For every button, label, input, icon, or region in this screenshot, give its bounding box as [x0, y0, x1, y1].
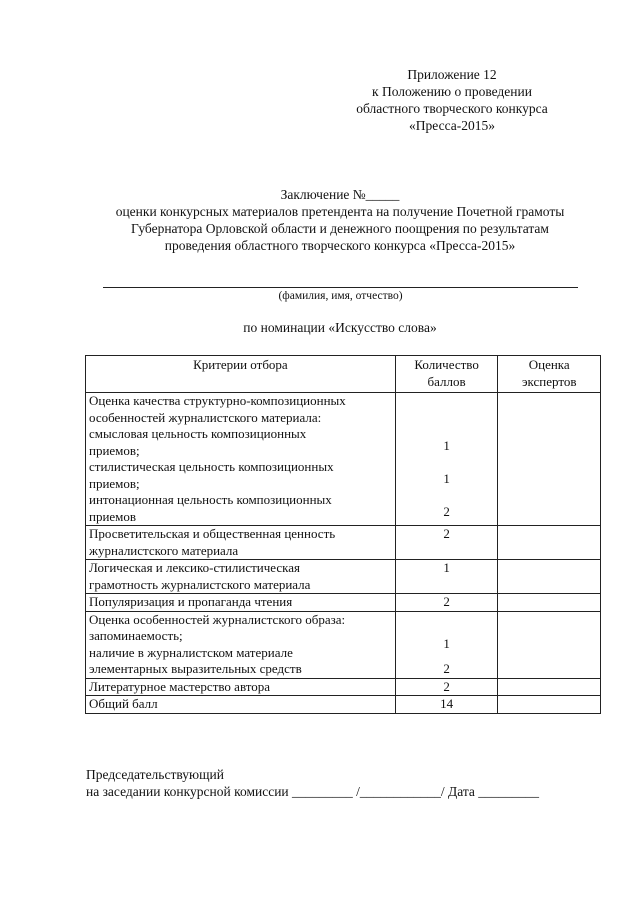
- points-value: 14: [440, 696, 454, 711]
- criterion-cell: [86, 696, 396, 714]
- appendix-line: «Пресса-2015»: [409, 118, 495, 133]
- expert-score-cell[interactable]: [498, 611, 601, 678]
- expert-score-cell[interactable]: [498, 393, 601, 526]
- points-cell: [395, 393, 498, 526]
- criterion-text: интонационная цельность композиционных: [89, 492, 332, 507]
- points-list: [399, 526, 495, 559]
- table-row: [86, 526, 601, 560]
- header-expert-line: Оценка: [528, 357, 570, 372]
- table-row: [86, 678, 601, 696]
- criterion-cell: [86, 594, 396, 612]
- table-row: [86, 594, 601, 612]
- points-cell: [395, 678, 498, 696]
- signature-line: Председательствующий: [86, 767, 224, 782]
- criterion-text: особенностей журналистского материала:: [89, 409, 322, 425]
- points-list: [399, 560, 495, 593]
- criterion-cell: [86, 393, 396, 526]
- criterion-text: Литературное мастерство автора: [89, 678, 271, 694]
- header-criteria: [86, 356, 396, 393]
- expert-score-cell[interactable]: [498, 594, 601, 612]
- points-list: [399, 393, 495, 525]
- title-line: оценки конкурсных материалов претендента на получение Почетной грамоты: [115, 204, 565, 219]
- points-value: 2: [443, 526, 450, 541]
- fio-underline: [103, 287, 578, 288]
- criterion-text: Логическая и лексико-стилистическая: [89, 560, 301, 575]
- points-value: 2: [443, 503, 450, 519]
- criterion-text: наличие в журналистском материале: [89, 644, 293, 660]
- expert-score-cell[interactable]: [498, 678, 601, 696]
- title-line: Заключение №_____: [280, 187, 400, 202]
- criterion-text: грамотность журналистского материала: [89, 576, 311, 592]
- criterion-cell: [86, 526, 396, 560]
- header-points: [395, 356, 498, 393]
- criterion-cell: [86, 611, 396, 678]
- points-cell: [395, 611, 498, 678]
- criterion-text: журналистского материала: [89, 542, 239, 558]
- criterion-cell: [86, 560, 396, 594]
- header-expert-line: экспертов: [521, 373, 577, 389]
- appendix-line: к Положению о проведении: [372, 84, 532, 99]
- criterion-text: Общий балл: [89, 696, 158, 711]
- points-cell: [395, 560, 498, 594]
- appendix-line: областного творческого конкурса: [356, 101, 548, 116]
- points-value: 2: [443, 661, 450, 676]
- title-line: проведения областного творческого конкурса «Пресса-2015»: [164, 238, 516, 253]
- expert-score-cell[interactable]: [498, 526, 601, 560]
- points-list: [399, 696, 495, 713]
- points-cell: [395, 696, 498, 714]
- appendix-header: [322, 66, 582, 134]
- points-value: 1: [443, 560, 450, 575]
- header-criteria-label: Критерии отбора: [193, 357, 288, 372]
- criterion-text: запоминаемость;: [89, 628, 183, 643]
- criterion-text: приемов: [89, 508, 137, 524]
- expert-score-cell[interactable]: [498, 696, 601, 714]
- table-row: [86, 393, 601, 526]
- table-row: [86, 611, 601, 678]
- table-row: [86, 696, 601, 714]
- signature-block: [86, 766, 539, 800]
- nomination-label: по номинации «Искусство слова»: [243, 320, 437, 335]
- criterion-text: приемов;: [89, 442, 140, 458]
- criterion-text: стилистическая цельность композиционных: [89, 459, 334, 474]
- document-title: [60, 186, 620, 254]
- table-row: [86, 560, 601, 594]
- criteria-table: [85, 355, 601, 714]
- signature-line: на заседании конкурсной комиссии _________ /____________/ Дата _________: [86, 784, 540, 799]
- points-value: 1: [443, 437, 450, 453]
- header-points-line: Количество: [414, 357, 479, 372]
- header-points-line: баллов: [427, 373, 466, 389]
- criterion-text: Оценка качества структурно-композиционных: [89, 393, 346, 408]
- criterion-text: приемов;: [89, 475, 140, 491]
- criterion-text: Просветительская и общественная ценность: [89, 526, 336, 541]
- criterion-text: Популяризация и пропаганда чтения: [89, 594, 293, 609]
- points-value: 1: [443, 470, 450, 486]
- appendix-line: Приложение 12: [407, 67, 497, 82]
- points-list: [399, 612, 495, 678]
- header-expert: [498, 356, 601, 393]
- criterion-cell: [86, 678, 396, 696]
- points-list: [399, 679, 495, 696]
- criterion-text: Оценка особенностей журналистского образа:: [89, 611, 346, 627]
- points-cell: [395, 526, 498, 560]
- points-value: 2: [443, 678, 450, 694]
- fio-caption: (фамилия, имя, отчество): [278, 290, 403, 302]
- points-value: 2: [443, 594, 450, 609]
- criterion-text: смысловая цельность композиционных: [89, 426, 307, 441]
- points-value: 1: [443, 636, 450, 652]
- expert-score-cell[interactable]: [498, 560, 601, 594]
- criterion-text: элементарных выразительных средств: [89, 661, 302, 676]
- points-list: [399, 594, 495, 611]
- title-line: Губернатора Орловской области и денежного поощрения по результатам: [131, 221, 549, 236]
- table-header-row: [86, 356, 601, 393]
- points-cell: [395, 594, 498, 612]
